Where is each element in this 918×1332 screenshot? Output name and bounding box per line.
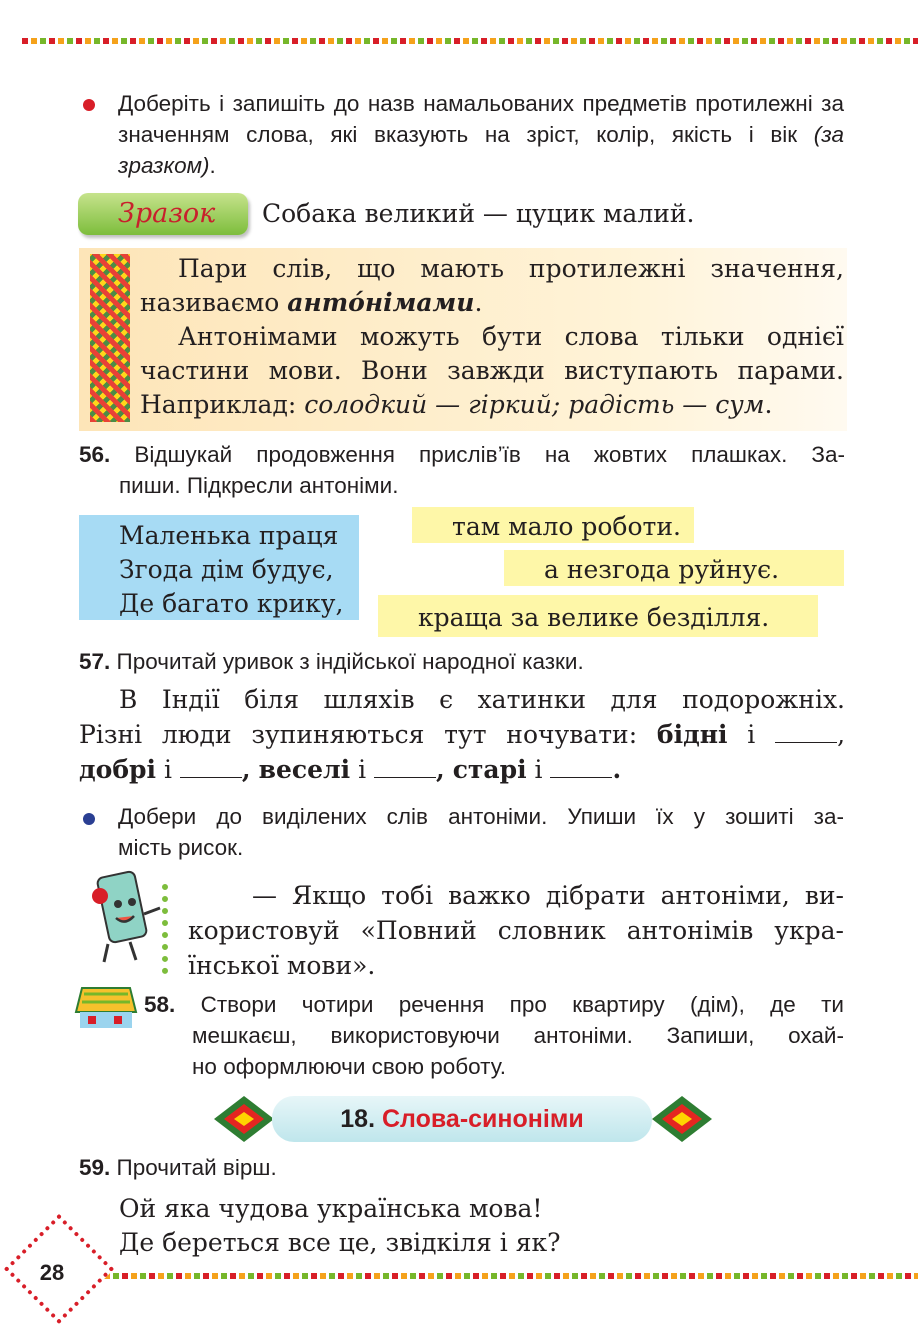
- word-dobri: добрі: [79, 755, 156, 784]
- rule-p2b: частини мови. Вони завжди виступають парами.: [140, 356, 844, 385]
- proverb-end-2: а незгода руйнує.: [544, 555, 780, 584]
- rule-line-3: [140, 320, 844, 354]
- blank-2: [180, 757, 242, 778]
- comma-3: ,: [436, 755, 445, 784]
- rule-line-4: [140, 354, 844, 388]
- section-number: 18.: [340, 1105, 376, 1133]
- ex57-number: 57.: [79, 649, 111, 674]
- ex57-line-2: [79, 717, 845, 752]
- ex58-number: 58.: [144, 992, 176, 1017]
- ex57-line-3: [79, 752, 845, 787]
- left-ornament-icon: [212, 1094, 276, 1144]
- ex57-line-1: В Індії біля шляхів є хатинки для подорожніх.: [119, 685, 845, 714]
- ex58-text2: мешкаєш, використовуючи антоніми. Запиши, охай-: [192, 1023, 844, 1048]
- rule-p1a: Пари слів, що мають протилежні значення,: [178, 254, 844, 283]
- blue-bullet-icon: [83, 813, 95, 825]
- conj-i-4: і: [534, 755, 543, 784]
- rule-line-1: [140, 252, 844, 286]
- ex56-line-1: [79, 439, 845, 470]
- comma-1: ,: [837, 720, 846, 749]
- ex58-text1: Створи чотири речення про квартиру (дім), де ти: [200, 992, 844, 1017]
- section-title: Слова-синоніми: [382, 1105, 584, 1133]
- ex56-number: 56.: [79, 442, 111, 467]
- ex59-text: Прочитай вірш.: [116, 1155, 277, 1180]
- rule-p1b: називаємо: [140, 288, 280, 317]
- proverb-start-2: Згода дім будує,: [119, 555, 334, 584]
- rule-example: солодкий — гіркий; радість — сум: [304, 390, 765, 419]
- word-bidni: бідні: [656, 720, 728, 749]
- word-stari: старі: [452, 755, 527, 784]
- bullet2-line-1: Добери до виділених слів антоніми. Упиши їх у зошиті за-: [118, 804, 844, 829]
- ornament-strip-icon: [90, 254, 130, 422]
- ex57-line2a: Різні люди зупиняються тут ночувати:: [79, 720, 638, 749]
- zrazok-label: Зразок: [78, 193, 248, 235]
- conj-i-3: і: [358, 755, 367, 784]
- section-heading: [272, 1096, 652, 1142]
- task-bullet-text: [118, 88, 844, 181]
- proverb-start-1: Маленька праця: [119, 521, 339, 550]
- ex57-text: Прочитай уривок з індійської народної казки.: [116, 649, 584, 674]
- task-text: Доберіть і запишіть до назв намальованих предметів протилежні за значенням слова, які вказують на зріст, колір, якість і вік: [118, 91, 844, 147]
- antonym-term: антóнімами: [287, 288, 475, 317]
- exercise-56: [79, 439, 845, 501]
- exercise-58: [144, 989, 844, 1082]
- ex58-line-1: [144, 989, 844, 1020]
- bullet2-line-2: мість рисок.: [118, 835, 244, 860]
- poem-line-1: Ой яка чудова українська мова!: [119, 1194, 543, 1223]
- rule-line-5: [140, 388, 844, 422]
- dot-end: .: [612, 755, 622, 784]
- comma-2: ,: [241, 755, 251, 784]
- tip-dotted-line: [162, 884, 178, 974]
- conj-i-2: і: [163, 755, 172, 784]
- ex58-text3: но оформлюючи свою роботу.: [192, 1054, 506, 1079]
- rule-p3end: .: [764, 390, 773, 419]
- blank-3: [374, 757, 436, 778]
- tip-line-2: користовуй «Повний словник антонімів укра-: [188, 916, 844, 945]
- house-icon: [74, 984, 138, 1030]
- tip-line-3: їнської мови».: [188, 951, 376, 980]
- rule-text: [140, 252, 844, 422]
- page-number: 28: [39, 1260, 65, 1285]
- blank-4: [550, 757, 612, 778]
- ex56-text1: Відшукай продовження прислів’їв на жовтих плашках. За-: [134, 442, 845, 467]
- rule-p2a: Антонімами можуть бути слова тільки однієї: [178, 322, 844, 351]
- ex57-passage: [79, 682, 845, 787]
- ex56-text2: пиши. Підкресли антоніми.: [119, 473, 399, 498]
- rule-p1end: .: [474, 288, 483, 317]
- word-veseli: веселі: [258, 755, 351, 784]
- task-italic: (за зразком): [118, 122, 844, 178]
- task-end: .: [209, 153, 216, 178]
- right-ornament-icon: [650, 1094, 714, 1144]
- task-bullet-2: [118, 801, 844, 863]
- top-ornament-border: [22, 38, 918, 44]
- exercise-57: [79, 646, 584, 677]
- poem-line-2: Де береться все це, звідкіля і як?: [119, 1228, 561, 1257]
- blank-1: [775, 722, 837, 743]
- tip-line-1: — Якщо тобі важко дібрати антоніми, ви-: [252, 881, 844, 910]
- proverb-end-3: краща за велике безділля.: [418, 603, 770, 632]
- conj-i-1: і: [747, 720, 756, 749]
- red-bullet-icon: [83, 99, 95, 111]
- phone-mascot-icon: [78, 866, 168, 966]
- zrazok-text: Собака великий — цуцик малий.: [262, 199, 695, 228]
- exercise-59: [79, 1152, 277, 1183]
- ex59-number: 59.: [79, 1155, 111, 1180]
- rule-p3a: Наприклад:: [140, 390, 297, 419]
- proverb-start-3: Де багато крику,: [119, 589, 344, 618]
- proverb-beginnings: [119, 519, 343, 621]
- proverb-end-1: там мало роботи.: [452, 512, 681, 541]
- bottom-ornament-border: [95, 1273, 918, 1279]
- poem: [119, 1192, 561, 1260]
- rule-line-2: [140, 286, 844, 320]
- tip-text: [188, 878, 844, 983]
